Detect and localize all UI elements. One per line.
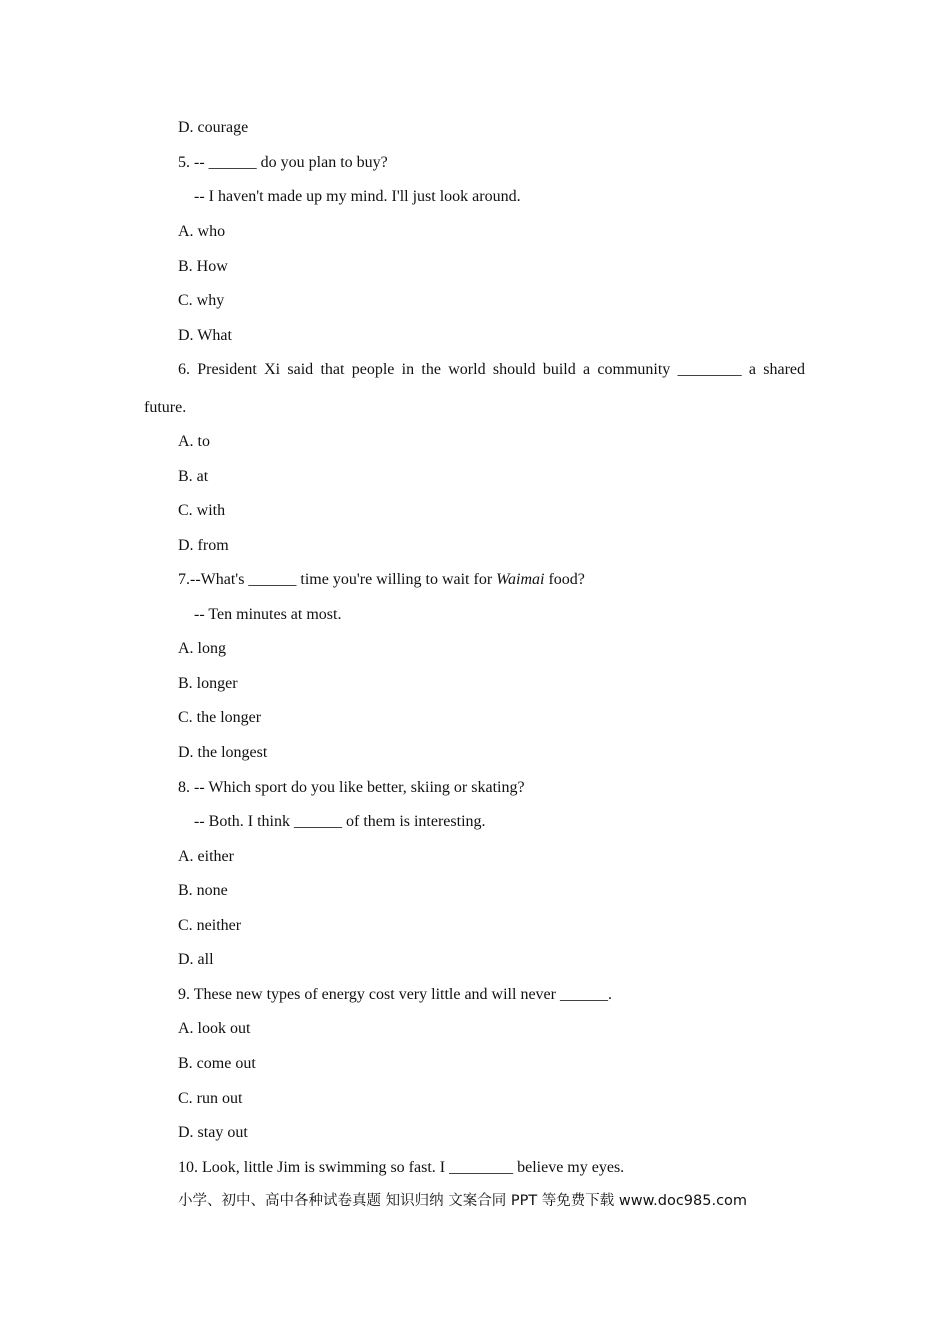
q7-stem-italic-term: Waimai xyxy=(496,571,545,588)
q8-stem: 8. -- Which sport do you like better, skiing or skating? xyxy=(178,779,525,796)
q6-option-b: B. at xyxy=(178,468,209,485)
q7-stem-suffix: food? xyxy=(544,571,585,588)
q9-option-b: B. come out xyxy=(178,1055,256,1072)
q8-response: -- Both. I think ______ of them is interesting. xyxy=(194,813,486,830)
q6-stem-line-1: 6. President Xi said that people in the world should build a community ________ a shared xyxy=(178,361,805,378)
q6-stem-line-2: future. xyxy=(144,399,187,416)
q4-option-d: D. courage xyxy=(178,119,249,136)
q7-response: -- Ten minutes at most. xyxy=(194,606,342,623)
q7-option-d: D. the longest xyxy=(178,744,268,761)
q8-option-c: C. neither xyxy=(178,917,242,934)
q5-option-d: D. What xyxy=(178,327,232,344)
q9-option-c: C. run out xyxy=(178,1090,243,1107)
q8-option-d: D. all xyxy=(178,951,214,968)
q8-option-b: B. none xyxy=(178,882,228,899)
q9-stem: 9. These new types of energy cost very little and will never ______. xyxy=(178,986,612,1003)
q8-option-a: A. either xyxy=(178,848,234,865)
q9-option-d: D. stay out xyxy=(178,1124,248,1141)
q6-option-a: A. to xyxy=(178,433,210,450)
page-footer: 小学、初中、高中各种试卷真题 知识归纳 文案合同 PPT 等免费下载 www.doc985.com xyxy=(178,1193,748,1209)
q6-option-d: D. from xyxy=(178,537,229,554)
q7-option-a: A. long xyxy=(178,640,226,657)
q7-option-c: C. the longer xyxy=(178,709,262,726)
q9-option-a: A. look out xyxy=(178,1020,251,1037)
q10-stem: 10. Look, little Jim is swimming so fast. I ________ believe my eyes. xyxy=(178,1159,625,1176)
q7-option-b: B. longer xyxy=(178,675,238,692)
q5-response: -- I haven't made up my mind. I'll just look around. xyxy=(194,188,521,205)
q7-stem-prefix: 7.--What's ______ time you're willing to wait for xyxy=(178,571,497,588)
q5-option-b: B. How xyxy=(178,258,228,275)
q5-option-a: A. who xyxy=(178,223,226,240)
q5-stem: 5. -- ______ do you plan to buy? xyxy=(178,154,388,171)
q5-option-c: C. why xyxy=(178,292,225,309)
q7-stem xyxy=(178,570,585,590)
q6-option-c: C. with xyxy=(178,502,226,519)
